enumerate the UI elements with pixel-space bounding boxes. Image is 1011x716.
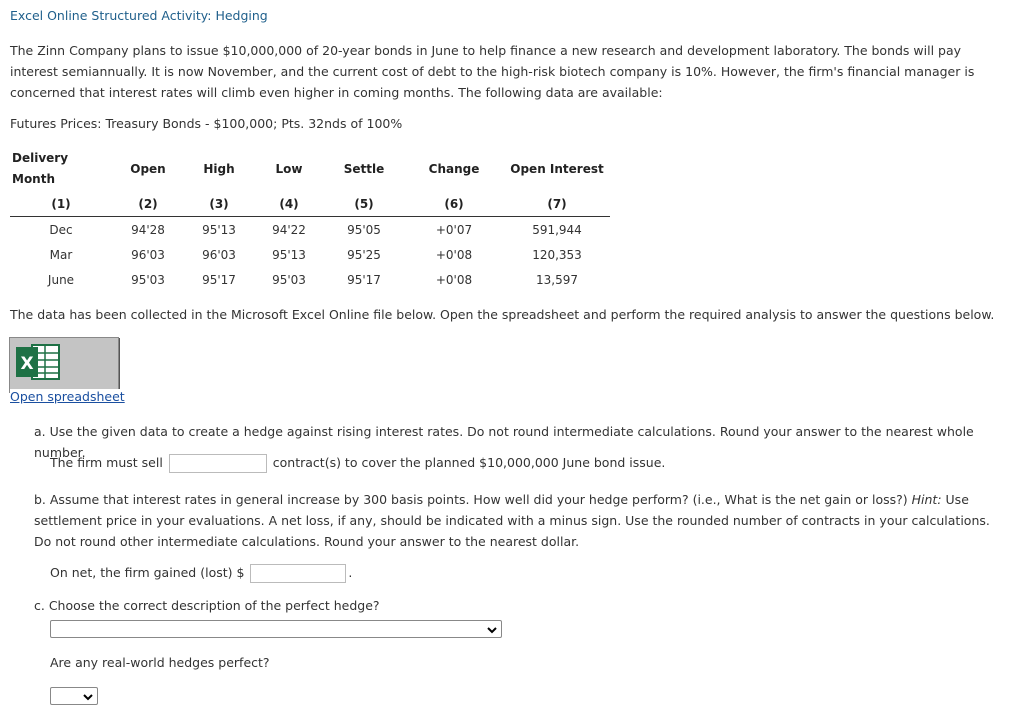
answer-suffix: . — [348, 565, 353, 580]
table-cell: 120,353 — [532, 247, 582, 262]
contracts-input[interactable] — [169, 454, 267, 473]
table-cell: 95'25 — [347, 247, 381, 262]
table-cell: 96'03 — [202, 247, 236, 262]
table-cell: 95'17 — [202, 272, 236, 287]
open-spreadsheet-button[interactable] — [9, 337, 119, 393]
table-header-row — [10, 147, 610, 191]
real-world-select[interactable] — [50, 687, 98, 705]
futures-heading: Futures Prices: Treasury Bonds - $100,000; Pts. 32nds of 100% — [10, 116, 403, 131]
column-number: (6) — [404, 191, 504, 217]
column-header: Delivery Month — [12, 151, 69, 186]
table-cell: +0'08 — [435, 272, 473, 287]
problem-intro: The Zinn Company plans to issue $10,000,000 of 20-year bonds in June to help finance a new research and development laboratory. The bonds will pay interest semiannually. It is now November, and the current cost of debt to the high-risk biotech company is 10%. However, the firm's financial manager is concerned that interest rates will climb even higher in coming months. The following data are available: — [10, 43, 975, 100]
table-cell: 95'17 — [347, 272, 381, 287]
table-cell: 13,597 — [536, 272, 578, 287]
column-header: High — [203, 162, 235, 176]
column-number: (3) — [184, 191, 254, 217]
column-number: (1) — [10, 191, 112, 217]
table-row — [10, 267, 610, 292]
column-header: Open — [130, 162, 166, 176]
table-cell: 95'03 — [131, 272, 165, 287]
table-cell: June — [47, 272, 75, 287]
table-cell: +0'07 — [435, 222, 473, 237]
column-header: Open Interest — [510, 162, 604, 176]
table-cell: Dec — [49, 222, 73, 237]
chevron-down-icon — [487, 623, 497, 633]
svg-text:X: X — [20, 354, 34, 374]
table-cell: 94'22 — [272, 222, 306, 237]
net-gain-input[interactable] — [250, 564, 346, 583]
question-a: a. Use the given data to create a hedge against rising interest rates. Do not round intermediate calculations. Round your answer to the nearest whole number. — [34, 424, 974, 460]
table-cell: Mar — [49, 247, 73, 262]
table-cell: 95'13 — [272, 247, 306, 262]
column-number: (2) — [112, 191, 184, 217]
question-a-answer-line — [50, 454, 665, 473]
column-header: Change — [428, 162, 480, 176]
table-row — [10, 217, 610, 243]
table-cell: +0'08 — [435, 247, 473, 262]
futures-table — [10, 147, 610, 292]
question-b — [34, 489, 999, 552]
table-cell: 96'03 — [131, 247, 165, 262]
answer-prefix: On net, the firm gained (lost) $ — [50, 565, 245, 580]
data-note: The data has been collected in the Microsoft Excel Online file below. Open the spreadsheet and perform the required analysis to answer the questions below. — [10, 307, 995, 322]
question-b-text-cont: Use settlement price in your evaluations. A net loss, if any, should be indicated with a minus sign. Use the rounded number of contracts in your calculations. Do not round other intermediate calculations. Round your answer to the nearest dollar. — [34, 492, 990, 549]
question-c: c. Choose the correct description of the perfect hedge? — [34, 598, 380, 613]
question-b-answer-line — [50, 564, 352, 583]
activity-title: Excel Online Structured Activity: Hedging — [10, 8, 268, 23]
table-cell: 94'28 — [131, 222, 165, 237]
column-header: Settle — [343, 162, 385, 176]
excel-icon — [14, 342, 62, 385]
table-cell: 591,944 — [532, 222, 582, 237]
real-world-question: Are any real-world hedges perfect? — [50, 655, 270, 670]
table-row — [10, 242, 610, 267]
column-number: (7) — [504, 191, 610, 217]
table-cell: 95'03 — [272, 272, 306, 287]
chevron-down-icon — [83, 690, 93, 700]
open-spreadsheet-link[interactable]: Open spreadsheet — [10, 389, 125, 404]
perfect-hedge-select[interactable] — [50, 620, 502, 638]
answer-prefix: The firm must sell — [50, 455, 163, 470]
question-b-text: b. Assume that interest rates in general increase by 300 basis points. How well did your hedge perform? (i.e., What is the net gain or loss?) — [34, 492, 908, 507]
column-number-row — [10, 191, 610, 217]
hint-label: Hint: — [911, 492, 942, 507]
answer-suffix: contract(s) to cover the planned $10,000,000 June bond issue. — [272, 455, 666, 470]
column-number: (5) — [324, 191, 404, 217]
column-header: Low — [275, 162, 303, 176]
table-cell: 95'13 — [202, 222, 236, 237]
table-cell: 95'05 — [347, 222, 381, 237]
column-number: (4) — [254, 191, 324, 217]
